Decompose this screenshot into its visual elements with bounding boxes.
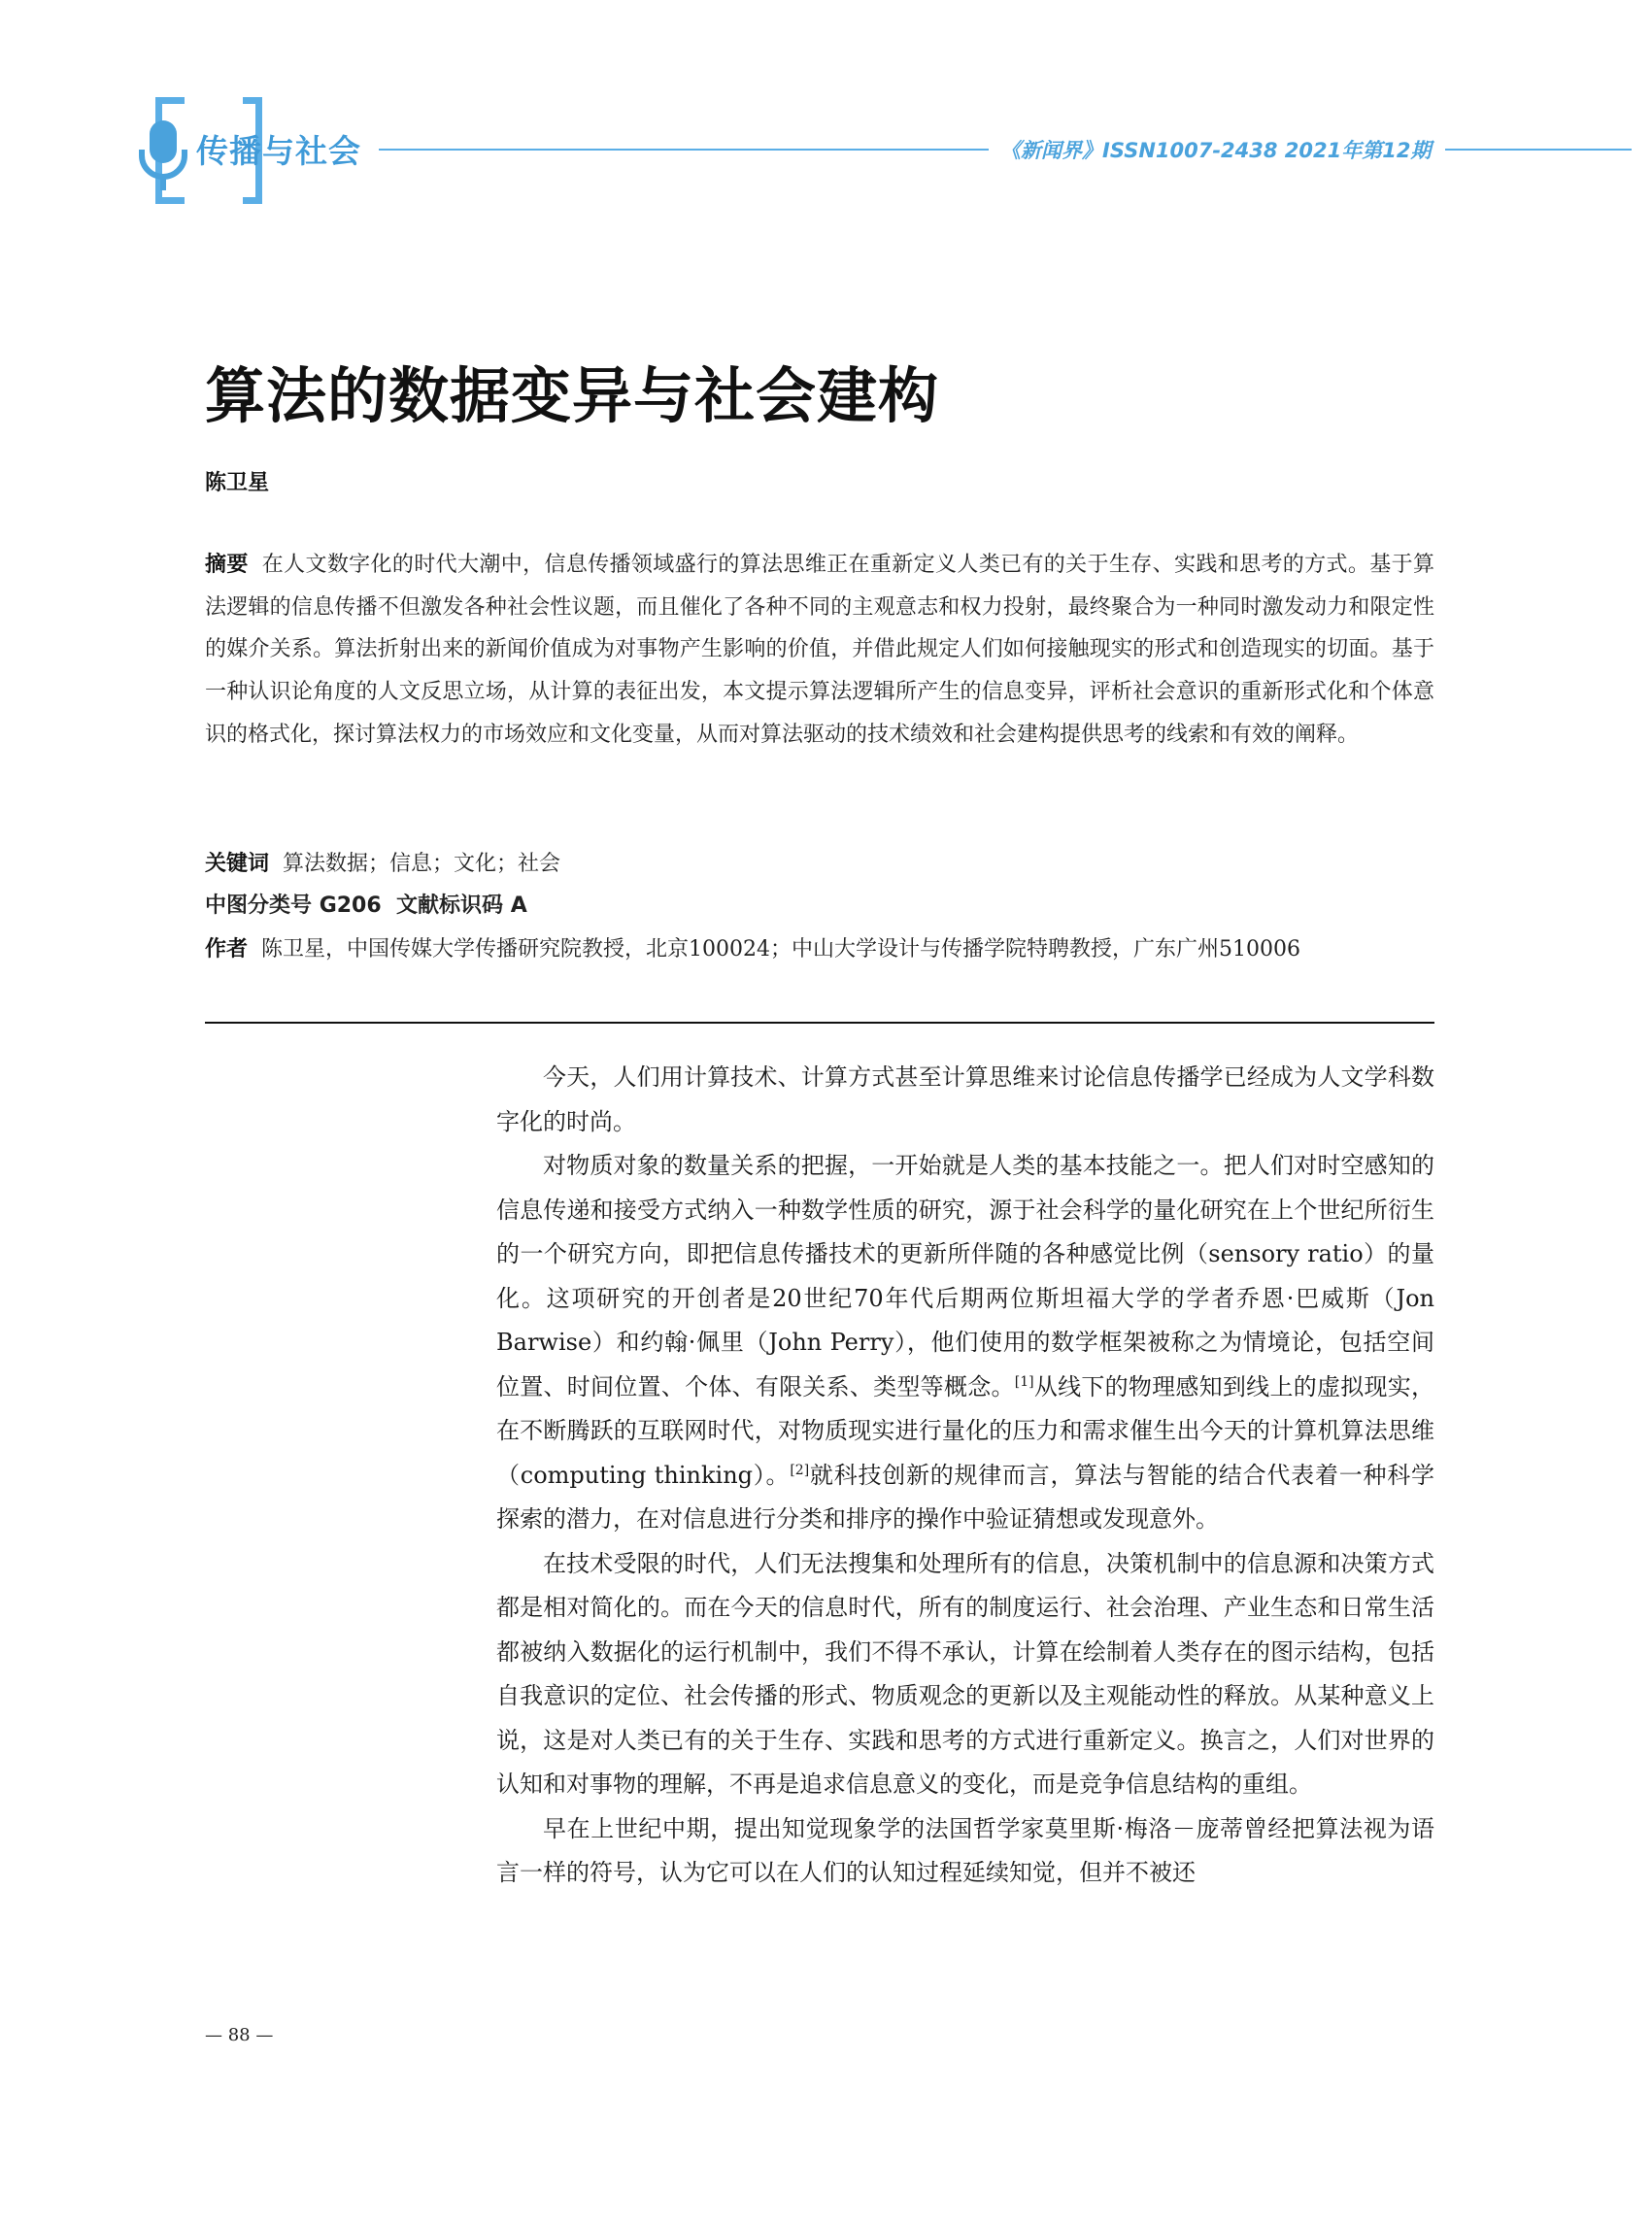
body-paragraph: 对物质对象的数量关系的把握，一开始就是人类的基本技能之一。把人们对时空感知的信息传递和接受方式纳入一种数学性质的研究，源于社会科学的量化研究在上个世纪所衍生的一个研究方向，即把信息传播技术的更新所伴随的各种感觉比例（sensory ratio）的量化。这项研究的开创者是20世纪70年代后期两位斯坦福大学的学者乔恩·巴威斯（Jon Barwise）和约翰·佩里（John Perry），他们使用的数学框架被称之为情境论，包括空间位置、时间位置、个体、有限关系、类型等概念。[1]从线下的物理感知到线上的虚拟现实，在不断腾跃的互联网时代，对物质现实进行量化的压力和需求催生出今天的计算机算法思维（computing thinking）。[2]就科技创新的规律而言，算法与智能的结合代表着一种科学探索的潜力，在对信息进行分类和排序的操作中验证猜想或发现意外。 xyxy=(496,1152,1435,1533)
author-info-label: 作者 xyxy=(205,937,249,961)
classification-code: G206 xyxy=(319,894,382,918)
section-divider xyxy=(205,1022,1434,1024)
microphone-icon xyxy=(136,117,190,196)
abstract xyxy=(205,544,1434,757)
body-paragraph: 早在上世纪中期，提出知觉现象学的法国哲学家莫里斯·梅洛－庞蒂曾经把算法视为语言一样的符号，认为它可以在人们的认知过程延续知觉，但并不被还 xyxy=(496,1814,1434,1886)
header-rule-left xyxy=(379,149,989,151)
author-info xyxy=(205,928,1434,971)
article-title: 算法的数据变异与社会建构 xyxy=(205,360,940,431)
article-body xyxy=(496,1056,1434,1896)
journal-info: 《新闻界》ISSN1007-2438 2021年第12期 xyxy=(1000,139,1432,162)
page-number: — 88 — xyxy=(205,2025,274,2045)
body-paragraph: 今天，人们用计算技术、计算方式甚至计算思维来讨论信息传播学已经成为人文学科数字化的时尚。 xyxy=(496,1063,1434,1135)
keywords-text: 算法数据；信息；文化；社会 xyxy=(283,852,561,876)
doc-code-label: 文献标识码 xyxy=(396,894,504,918)
abstract-label: 摘要 xyxy=(205,553,249,577)
body-paragraph: 在技术受限的时代，人们无法搜集和处理所有的信息，决策机制中的信息源和决策方式都是相对简化的。而在今天的信息时代，所有的制度运行、社会治理、产业生态和日常生活都被纳入数据化的运行机制中，我们不得不承认，计算在绘制着人类存在的图示结构，包括自我意识的定位、社会传播的形式、物质观念的更新以及主观能动性的释放。从某种意义上说，这是对人类已有的关于生存、实践和思考的方式进行重新定义。换言之，人们对世界的认知和对事物的理解，不再是追求信息意义的变化，而是竞争信息结构的重组。 xyxy=(496,1549,1434,1798)
keywords xyxy=(205,845,1434,884)
article-author: 陈卫星 xyxy=(205,471,270,495)
classification xyxy=(205,887,1434,926)
keywords-label: 关键词 xyxy=(205,852,270,876)
doc-code: A xyxy=(510,894,527,918)
section-title: 传播与社会 xyxy=(196,132,361,170)
author-info-text: 陈卫星，中国传媒大学传播研究院教授，北京100024；中山大学设计与传播学院特聘教授，广东广州510006 xyxy=(261,937,1300,961)
classification-label: 中图分类号 xyxy=(205,894,313,918)
header-rule-right xyxy=(1445,149,1632,151)
citation-ref[interactable]: [2] xyxy=(790,1462,810,1478)
citation-ref[interactable]: [1] xyxy=(1014,1373,1034,1390)
abstract-text: 在人文数字化的时代大潮中，信息传播领域盛行的算法思维正在重新定义人类已有的关于生存、实践和思考的方式。基于算法逻辑的信息传播不但激发各种社会性议题，而且催化了各种不同的主观意志和权力投射，最终聚合为一种同时激发动力和限定性的媒介关系。算法折射出来的新闻价值成为对事物产生影响的价值，并借此规定人们如何接触现实的形式和创造现实的切面。基于一种认识论角度的人文反思立场，从计算的表征出发，本文提示算法逻辑所产生的信息变异，评析社会意识的重新形式化和个体意识的格式化，探讨算法权力的市场效应和文化变量，从而对算法驱动的技术绩效和社会建构提供思考的线索和有效的阐释。 xyxy=(205,553,1434,747)
